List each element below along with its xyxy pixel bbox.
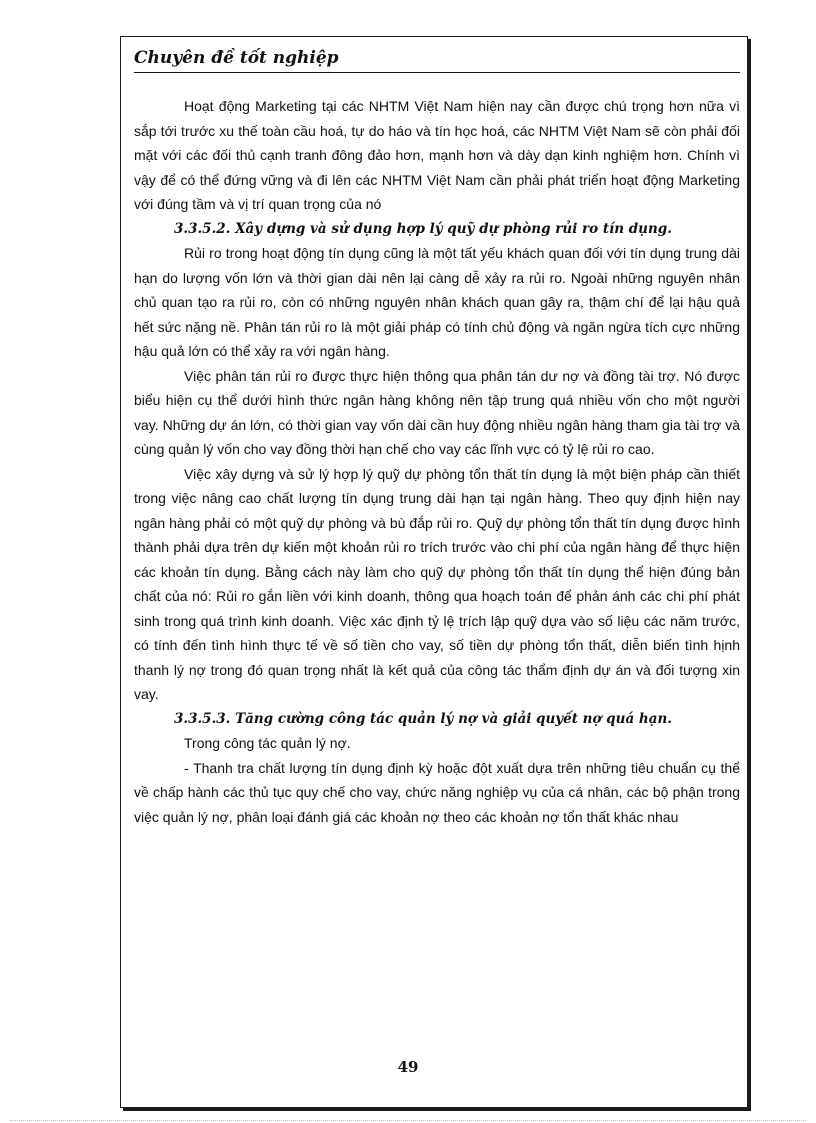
footer-divider — [10, 1120, 806, 1121]
paragraph-debt-management: Trong công tác quản lý nợ. — [184, 735, 351, 751]
section-heading-3-3-5-3: 3.3.5.3. Tăng cường công tác quản lý nợ và giải quyết nợ quá hạn. — [174, 710, 672, 727]
section-heading-3-3-5-2: 3.3.5.2. Xây dựng và sử dụng hợp lý quỹ dự phòng rủi ro tín dụng. — [174, 220, 672, 237]
paragraph-marketing: Hoạt động Marketing tại các NHTM Việt Nam hiện nay cần được chú trọng hơn nữa vì sắp tới trước xu thế toàn cầu hoá, tự do háo và tín học hoá, các NHTM Việt Nam sẽ còn phải đối mặt với các đối thủ cạnh tranh đông đảo hơn, mạnh hơn và dày dạn kinh nghiệm hơn. Chính vì vậy để có thể đứng vững và đi lên các NHTM Việt Nam cần phải phát triển hoạt động Marketing với đúng tầm và vị trí quan trọng của nó — [134, 98, 740, 212]
header-title: Chuyên đề tốt nghiệp — [134, 48, 339, 68]
paragraph-provision-fund: Việc xây dựng và sử lý hợp lý quỹ dự phòng tổn thất tín dụng là một biện pháp cần thiết trong việc nâng cao chất lượng tín dụng trung dài hạn tại ngân hàng. Theo quy định hiện nay ngân hàng phải có một quỹ dự phòng và bù đắp rủi ro. Quỹ dự phòng tổn thất tín dụng được hình thành phải dựa trên dự kiến một khoản rủi ro trích trước vào chi phí của ngân hàng để thực hiện các khoản tín dụng. Bằng cách này làm cho quỹ dự phòng tổn thất tín dụng thể hiện đúng bản chất của nó: Rủi ro gắn liền với kinh doanh, thông qua hoạch toán để phản ánh các chi phí phát sinh trong quá trình kinh doanh. Việc xác định tỷ lệ trích lập quỹ dựa vào số liệu các năm trước, có tính đến tình hình thực tế về số tiền cho vay, số tiền dự phòng tổn thất, diễn biến tình hịnh thanh lý nợ trong đó quan trọng nhất là kết quả của công tác thẩm định dự án và đối tượng xin vay. — [134, 465, 740, 702]
paragraph-risk: Rủi ro trong hoạt động tín dụng cũng là một tất yếu khách quan đối với tín dụng trung dài hạn do lượng vốn lớn và thời gian dài nên lại càng dễ xảy ra rủi ro. Ngoài những nguyên nhân chủ quan tạo ra rủi ro, còn có những nguyên nhân khách quan gây ra, thậm chí để lại hậu quả hết sức nặng nề. Phân tán rủi ro là một giải pháp có tính chủ động và ngăn ngừa tích cực những hậu quả lớn có thể xảy ra với ngân hàng. — [134, 245, 740, 359]
document-body — [134, 94, 740, 829]
header-rule — [134, 72, 740, 73]
paragraph-inspection: - Thanh tra chất lượng tín dụng định kỳ hoặc đột xuất dựa trên những tiêu chuẩn cụ thể về chấp hành các thủ tục quy chế cho vay, chức năng nghiệp vụ của cá nhân, các bộ phận trong việc quản lý nợ, phân loại đánh giá các khoản nợ theo các khoản nợ tổn thất khác nhau — [134, 759, 740, 825]
paragraph-risk-distribution: Việc phân tán rủi ro được thực hiện thông qua phân tán dư nợ và đồng tài trợ. Nó được biểu hiện cụ thể dưới hình thức ngân hàng không nên tập trung quá nhiều vốn cho một người vay. Những dự án lớn, có thời gian vay vốn dài cần huy động nhiều ngân hàng tham gia tài trợ và cùng quản lý vốn cho vay đồng thời hạn chế cho vay các lĩnh vực có tỷ lệ rủi ro cao. — [134, 367, 740, 457]
page-number: 49 — [397, 1058, 419, 1076]
